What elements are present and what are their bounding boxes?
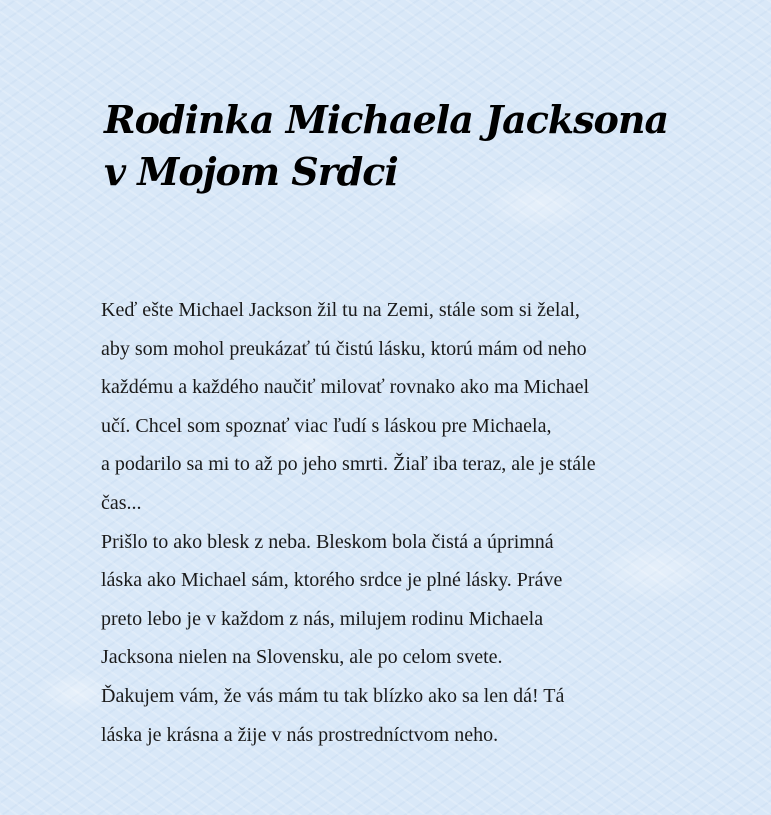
page-title-line-2: v Mojom Srdci bbox=[104, 149, 398, 194]
text-line: učí. Chcel som spoznať viac ľudí s láskou pre Michaela, bbox=[101, 414, 552, 437]
text-line: a podarilo sa mi to až po jeho smrti. Žiaľ iba teraz, ale je stále bbox=[101, 453, 596, 476]
text-line: Jacksona nielen na Slovensku, ale po celom svete. bbox=[101, 646, 503, 669]
body-paragraph bbox=[101, 291, 701, 754]
text-line: každému a každého naučiť milovať rovnako ako ma Michael bbox=[101, 376, 590, 399]
text-line: čas... bbox=[101, 491, 142, 514]
text-line: aby som mohol preukázať tú čistú lásku, ktorú mám od neho bbox=[101, 337, 587, 360]
page-title bbox=[104, 94, 744, 198]
text-line: Ďakujem vám, že vás mám tu tak blízko ako sa len dá! Tá bbox=[101, 684, 565, 707]
text-line: láska je krásna a žije v nás prostredníctvom neho. bbox=[101, 723, 499, 746]
text-line: preto lebo je v každom z nás, milujem rodinu Michaela bbox=[101, 607, 544, 630]
text-line: láska ako Michael sám, ktorého srdce je plné lásky. Práve bbox=[101, 569, 563, 592]
text-line: Keď ešte Michael Jackson žil tu na Zemi, stále som si želal, bbox=[101, 299, 580, 321]
text-line: Prišlo to ako blesk z neba. Bleskom bola čistá a úprimná bbox=[101, 530, 554, 553]
page-title-line-1: Rodinka Michaela Jacksona bbox=[104, 97, 669, 142]
